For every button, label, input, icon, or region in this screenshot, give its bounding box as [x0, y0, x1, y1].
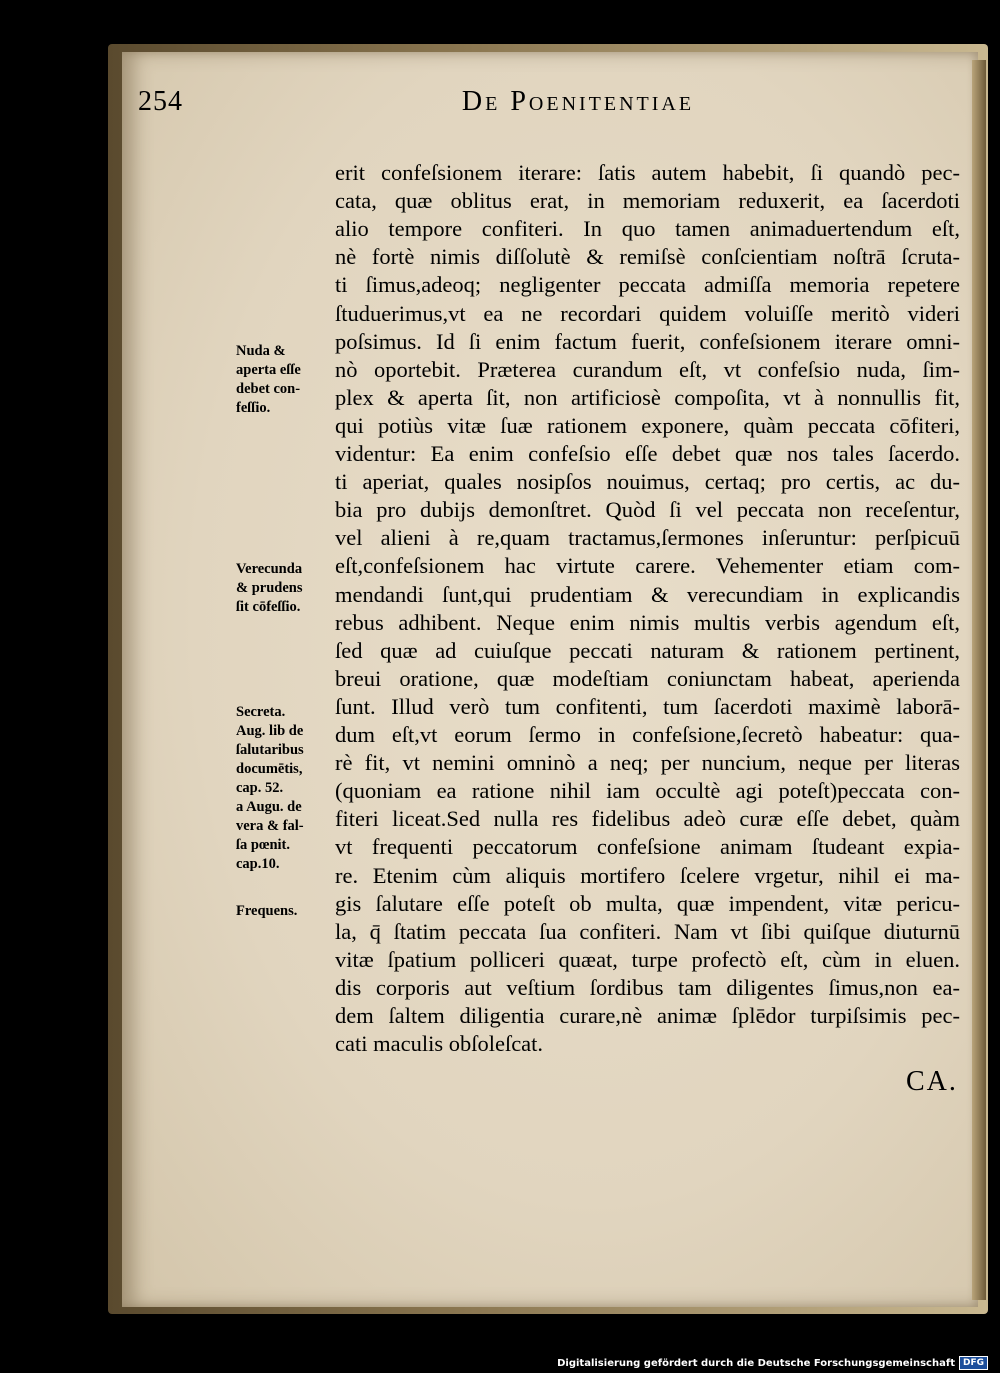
marginal-note	[236, 703, 336, 874]
catchword: CA.	[906, 1066, 958, 1097]
body-text-line: alio tempore confiteri. In quo tamen animaduertendum eſt,	[335, 216, 960, 242]
body-text-line: ſunt. Illud verò tum confitenti, tum ſacerdoti maximè laborā-	[335, 693, 960, 719]
marginal-note-line: debet con-	[236, 381, 301, 397]
body-text-line: dis corporis aut veſtium ſordibus tam diligentes ſimus,non ea-	[335, 974, 960, 1000]
marginal-note	[236, 342, 336, 418]
body-text-line: nò oportebit. Præterea curandum eſt, vt confeſsio nuda, ſim-	[335, 356, 960, 382]
body-text-line: erit confeſsionem iterare: ſatis autem habebit, ſi quandò pec-	[335, 160, 960, 185]
marginal-note-line: aperta eſſe	[236, 362, 301, 378]
body-text-line: gis ſalutare eſſe poteſt ob multa, quæ impendent, vitæ pericu-	[335, 890, 960, 916]
body-text-line: videntur: Ea enim confeſsio eſſe debet quæ nos tales ſacerdo.	[335, 441, 960, 466]
body-text-line: poſsimus. Id ſi enim factum fuerit, confeſsionem iterare omni-	[335, 328, 960, 354]
dfg-logo: DFG	[959, 1356, 988, 1370]
body-text-line: fiteri liceat.Sed nulla res fidelibus adeò curæ eſſe debet, quàm	[335, 806, 960, 832]
marginal-note-line: a Augu. de	[236, 799, 302, 815]
body-text-line: vel alieni à re,quam tractamus,ſermones inſeruntur: perſpicuū	[335, 525, 960, 551]
running-head: De Poenitentiae	[461, 86, 695, 117]
body-text-line: cata, quæ oblitus erat, in memoriam reduxerit, ea ſacerdoti	[335, 188, 960, 214]
body-text-line: ti ſimus,adeoq; negligenter peccata admiſſa memoria repetere	[335, 272, 960, 298]
marginal-note-line: feſſio.	[236, 400, 271, 416]
page-number: 254	[138, 86, 183, 117]
body-text-line: rè fit, vt nemini omninò a neq; per nuncium, neque per literas	[335, 750, 960, 776]
marginal-note-line: ſit cōfeſſio.	[236, 599, 301, 615]
body-text-line: la, q̄ ſtatim peccata ſua confiteri. Nam vt ſibi quiſque diuturnū	[335, 918, 960, 944]
marginal-note-line: ſa pœnit.	[236, 837, 290, 853]
body-text-line: cati maculis obſoleſcat.	[335, 1031, 544, 1057]
marginal-note-line: Nuda &	[236, 343, 286, 359]
body-text-line: vt frequenti peccatorum confeſsione animam ſtudeant expia-	[335, 834, 960, 860]
marginal-note-line: cap.10.	[236, 856, 280, 872]
body-text-line: ſtuduerimus,vt ea ne recordari quidem voluiſſe meritò videri	[335, 300, 960, 326]
marginal-note-line: Verecunda	[236, 561, 303, 577]
body-text-line: nè fortè nimis diſſolutè & remiſsè conſcientiam noſtrā ſcruta-	[335, 244, 960, 270]
body-text-line: dum eſt,vt eorum ſermo in confeſsione,ſecretò habeatur: qua-	[335, 722, 960, 747]
body-text-line: plex & aperta ſit, non artificiosè compoſita, vt à nonnullis fit,	[335, 384, 960, 410]
marginal-note-line: documētis,	[236, 761, 303, 777]
marginal-note-line: Secreta.	[236, 704, 286, 720]
body-text-line: re. Etenim cùm aliquis mortifero ſcelere vrgetur, nihil ei ma-	[335, 862, 960, 888]
body-text-line: mendandi ſunt,qui prudentiam & verecundiam in explicandis	[335, 581, 960, 607]
body-text-line: qui potiùs vitæ ſuæ rationem exponere, quàm peccata cōfiteri,	[335, 412, 960, 438]
body-text-line: bia pro dubijs demonſtret. Quòd ſi vel peccata non receſentur,	[335, 497, 960, 523]
body-text-line: eſt,confeſsionem hac virtute carere. Vehementer etiam com-	[335, 553, 960, 579]
body-text-line: rebus adhibent. Neque enim nimis multis verbis agendum eſt,	[335, 609, 960, 635]
marginal-note-line: Aug. lib de	[236, 723, 304, 739]
marginal-note	[236, 560, 336, 617]
body-text-line: (quoniam ea ratione nihil iam occultè agi poteſt)peccata con-	[335, 778, 960, 804]
marginal-note-line: Frequens.	[236, 903, 298, 919]
body-text-line: breui oratione, quæ modeſtiam coniunctam habeat, aperienda	[335, 665, 960, 691]
body-text-line: dem ſaltem diligentia curare,nè animæ ſplēdor turpiſsimis pec-	[335, 1003, 960, 1028]
footer-credit-text: Digitalisierung gefördert durch die Deutsche Forschungsgemeinschaft	[557, 1357, 955, 1369]
marginal-note	[236, 902, 336, 921]
marginal-note-line: cap. 52.	[236, 780, 284, 796]
page-fore-edge	[972, 60, 986, 1300]
marginal-note-line: & prudens	[236, 580, 303, 596]
marginal-note-line: ſalutaribus	[236, 742, 304, 758]
body-text-line: ſed quæ ad cuiuſque peccati naturam & rationem pertinent,	[335, 637, 960, 663]
footer-credit	[557, 1355, 988, 1371]
marginal-note-line: vera & fal-	[236, 818, 304, 834]
body-text-line: ti aperiat, quales nosipſos nouimus, certaq; pro certis, ac du-	[335, 469, 960, 495]
body-text-line: vitæ ſpatium polliceri quæat, turpe profectò eſt, cùm in eluen.	[335, 946, 960, 972]
